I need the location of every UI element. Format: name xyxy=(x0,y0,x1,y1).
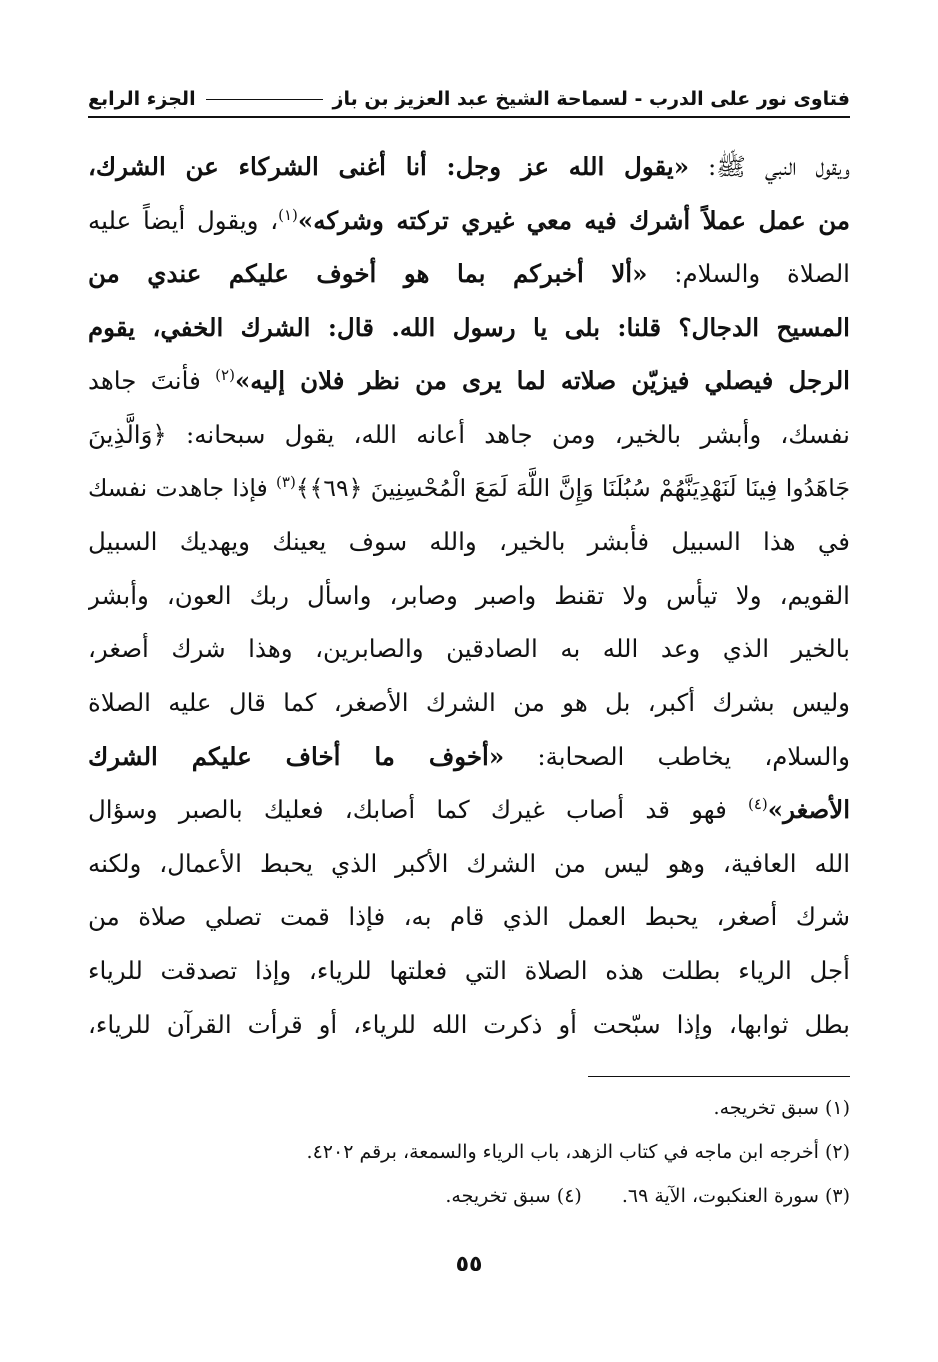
header-dash-line xyxy=(206,99,323,100)
text-line xyxy=(88,140,850,194)
text-line xyxy=(88,301,850,355)
page-number: ٥٥ xyxy=(455,1252,483,1277)
text-line xyxy=(88,890,850,944)
footnote-reference: (٢) xyxy=(215,366,235,385)
text-line xyxy=(88,837,850,891)
book-title: فتاوى نور على الدرب - لسماحة الشيخ عبد العزيز بن باز xyxy=(332,88,850,110)
text-segment: وليس بشرك أكبر، بل هو من الشرك الأصغر، كما قال عليه الصلاة xyxy=(88,687,850,717)
text-segment: فأنتَ جاهد xyxy=(88,366,216,396)
text-line xyxy=(88,515,850,569)
footnote-row-3-4 xyxy=(88,1174,850,1218)
text-line xyxy=(88,622,850,676)
text-segment: ، ويقول أيضاً عليه xyxy=(88,205,279,235)
hadith-quote: «أخوف ما أخاف عليكم الشرك xyxy=(88,741,505,771)
part-label: الجزء الرابع xyxy=(88,88,196,110)
footnote-rule xyxy=(588,1076,850,1077)
text-segment: أجل الرياء بطلت هذه الصلاة التي فعلتها للرياء، وإذا تصدقت للرياء xyxy=(88,955,850,985)
text-segment: فإذا جاهدت نفسك xyxy=(88,473,277,502)
text-line xyxy=(88,998,850,1052)
text-segment: شرك أصغر، يحبط العمل الذي قام به، فإذا قمت تصلي صلاة من xyxy=(88,902,850,932)
footnote-reference: (١) xyxy=(278,205,298,224)
hadith-quote: الأصغر» xyxy=(767,795,850,825)
text-line xyxy=(88,944,850,998)
footnote-3: (٣) سورة العنكبوت، الآية ٦٩. xyxy=(621,1185,850,1207)
text-segment: القويم، ولا تيأس ولا تقنط واصبر وصابر، واسأل ربك العون، وأبشر xyxy=(88,580,850,610)
hadith-quote: من عمل عملاً أشرك فيه معي غيري تركته وشركه» xyxy=(297,205,850,235)
footnote-4: (٤) سبق تخريجه. xyxy=(445,1185,582,1207)
text-segment: الله العافية، وهو ليس من الشرك الأكبر الذي يحبط الأعمال، ولكنه xyxy=(88,848,850,878)
text-line xyxy=(88,247,850,301)
footnote-1: (١) سبق تخريجه. xyxy=(713,1097,850,1119)
footnote-reference: (٣) xyxy=(276,472,296,491)
text-segment: نفسك، وأبشر بالخير، ومن جاهد أعانه الله، يقول سبحانه: ﴿وَالَّذِينَ xyxy=(88,419,850,449)
text-segment: ويقول النبي ﷺ: xyxy=(689,152,850,181)
text-segment: الصلاة والسلام: xyxy=(647,259,850,289)
footnotes xyxy=(88,1086,850,1218)
hadith-quote: «ألا أخبركم بما هو أخوف عليكم عندي من xyxy=(88,259,648,289)
text-segment: والسلام، يخاطب الصحابة: xyxy=(504,741,850,771)
hadith-quote: الرجل فيصلي فيزيّن صلاته لما يرى من نظر فلان إليه» xyxy=(234,366,850,396)
text-segment: بطل ثوابها، وإذا سبّحت أو ذكرت الله للرياء، أو قرأت القرآن للرياء، xyxy=(88,1009,850,1039)
text-line xyxy=(88,354,850,408)
text-line xyxy=(88,676,850,730)
text-line xyxy=(88,408,850,462)
text-line xyxy=(88,462,850,516)
text-segment: فهو قد أصاب غيرك كما أصابك، فعليك بالصبر وسؤال xyxy=(88,795,748,825)
hadith-quote: المسيح الدجال؟ قلنا: بلى يا رسول الله. قال: الشرك الخفي، يقوم xyxy=(88,312,850,342)
running-header xyxy=(88,82,850,118)
hadith-quote: «يقول الله عز وجل: أنا أغنى الشركاء عن الشرك، xyxy=(88,152,690,181)
body-text xyxy=(88,140,850,1051)
text-line xyxy=(88,783,850,837)
text-line xyxy=(88,194,850,248)
text-segment: جَاهَدُوا فِينَا لَنَهْدِيَنَّهُمْ سُبُلَنَا وَإِنَّ اللَّهَ لَمَعَ الْمُحْسِنِينَ ﴿٦٩﴾﴾ xyxy=(295,473,850,502)
text-segment: في هذا السبيل فأبشر بالخير، والله سوف يعينك ويهديك السبيل xyxy=(88,527,850,557)
footnote-2: (٢) أخرجه ابن ماجه في كتاب الزهد، باب الرياء والسمعة، برقم ٤٢٠٢. xyxy=(306,1141,850,1163)
text-line xyxy=(88,569,850,623)
text-segment: بالخير الذي وعد الله به الصادقين والصابرين، وهذا شرك أصغر، xyxy=(88,634,850,664)
text-line xyxy=(88,730,850,784)
footnote-reference: (٤) xyxy=(747,794,768,813)
